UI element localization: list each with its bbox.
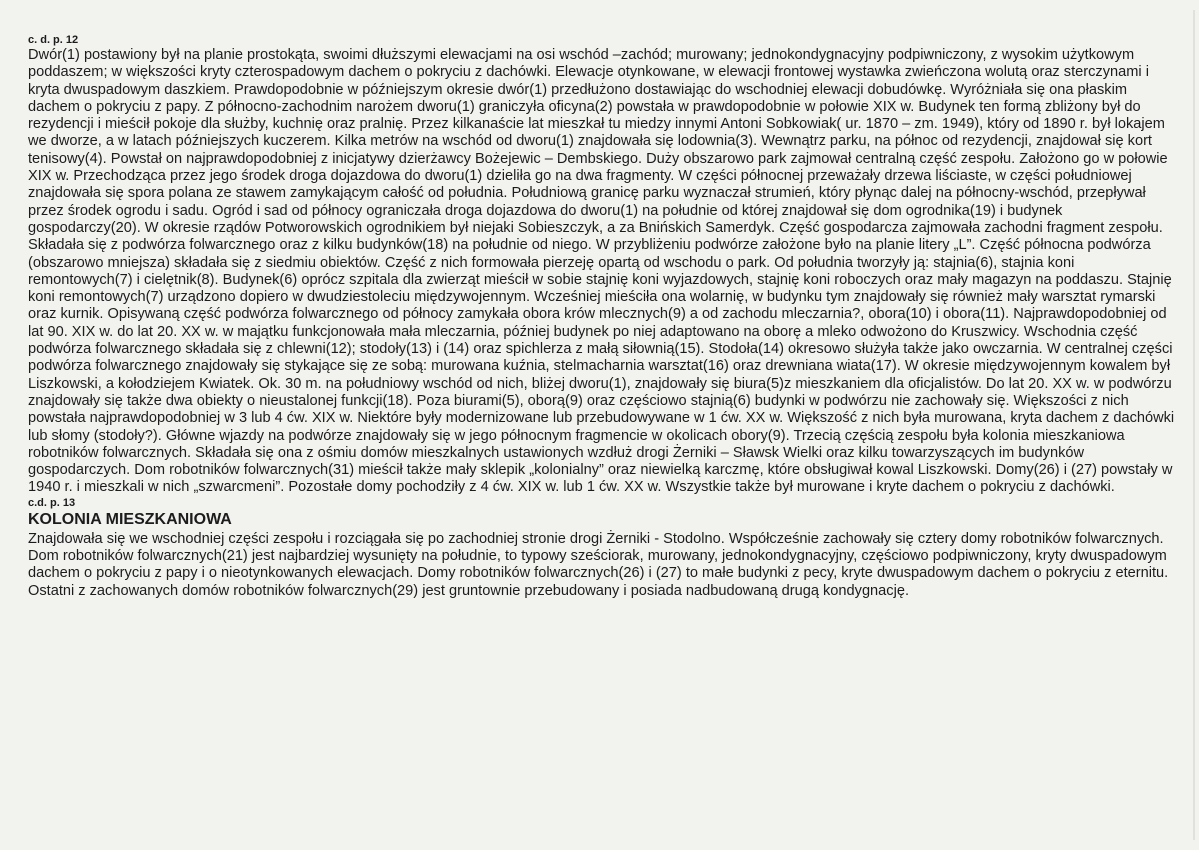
page-12-header: c. d. p. 12	[28, 34, 79, 46]
page-13-body-text: Znajdowała się we wschodniej części zespołu i rozciągała się po zachodniej stronie drogi Żerniki - Stodolno. Współcześnie zachowały się cztery domy robotników folwarcznych. Dom robotników folwarcznych(21) jest najbardziej wysunięty na południe, to typowy sześciorak, murowany, jednokondygnacyjny, częściowo podpiwniczony, kryty dwuspadowym dachem o pokryciu z papy i o nieotynkowanych elewacjach. Domy robotników folwarcznych(26) i (27) to małe budynki z pecy, kryte dwuspadowym dachem o pokryciu z eternitu. Ostatni z zachowanych domów robotników folwarcznych(29) jest gruntownie przebudowany i posiada nadbudowaną drugą kondygnację.	[28, 530, 1169, 599]
paper-edge-divider	[1193, 10, 1195, 840]
section-title: KOLONIA MIESZKANIOWA	[28, 510, 232, 528]
page-13-header: c.d. p. 13	[28, 496, 76, 509]
page-12-body-text: Dwór(1) postawiony był na planie prostokąta, swoimi dłuższymi elewacjami na osi wschód –zachód; murowany; jednokondygnacyjny podpiwniczony, z wysokim użytkowym poddaszem; w większości kryty czterospadowym dachem o pokryciu z dachówki. Elewacje otynkowane, w elewacji frontowej wystawka zwieńczona wolutą oraz sterczynami i kryta dwuspadowym daszkiem. Prawdopodobnie w późniejszym okresie dwór(1) przedłużono dostawiając do wschodniej elewacji dobudówkę. Wyróżniała się ona płaskim dachem o pokryciu z papy. Z północno-zachodnim narożem dworu(1) graniczyła oficyna(2) powstała w prawdopodobnie w połowie XIX w. Budynek ten formą zbliżony był do rezydencji i mieścił pokoje dla służby, kuchnię oraz pralnię. Przez kilkanaście lat mieszkał tu miedzy innymi Antoni Sobkowiak( ur. 1870 – zm. 1949), który od 1890 r. był lokajem we dworze, a w latach późniejszych kuczerem. Kilka metrów na wschód od dworu(1) znajdowała się lodownia(3). Wewnątrz parku, na północ od rezydencji, znajdował się kort tenisowy(4). Powstał on najprawdopodobniej z inicjatywy dzierżawcy Bożejewic – Dembskiego. Duży obszarowo park zajmował centralną część zespołu. Założono go w połowie XIX w. Przechodząca przez jego środek droga dojazdowa do dworu(1) dzieliła go na dwa fragmenty. W części północnej przeważały drzewa liściaste, w części południowej znajdowała się spora polana ze stawem zamykającym całość od południa. Południową granicę parku wyznaczał strumień, który płynąc dalej na północny-wschód, przepływał przez środek ogrodu i sadu. Ogród i sad od północy ograniczała droga dojazdowa do dworu(1) na południe od której znajdował się dom ogrodnika(19) i budynek gospodarczy(20). W okresie rządów Potworowskich ogrodnikiem był niejaki Sobieszczyk, a za Bnińskich Samerdyk. Część gospodarcza zajmowała zachodni fragment zespołu. Składała się z podwórza folwarcznego oraz z kilku budynków(18) na południe od niego. W przybliżeniu podwórze założone było na planie litery „L”. Część północna podwórza (obszarowo mniejsza) składała się z siedmiu obiektów. Część z nich formowała pierzeję opartą od wschodu o park. Od południa tworzyły ją: stajnia(6), stajnia koni remontowych(7) i cielętnik(8). Budynek(6) oprócz szpitala dla zwierząt mieścił w sobie stajnię koni wyjazdowych, stajnię koni roboczych oraz mały magazyn na poddaszu. Stajnię koni remontowych(7) urządzono dopiero w dwudziestoleciu międzywojennym. Wcześniej mieściła ona wolarnię, w budynku tym znajdowały się również mały warsztat rymarski oraz kurnik. Opisywaną część podwórza folwarcznego od północy zamykała obora krów mlecznych(9) a od zachodu mleczarnia?, obora(10) i obora(11). Najprawdopodobniej od lat 90. XIX w. do lat 20. XX w. w majątku funkcjonowała mała mleczarnia, później budynek po niej adaptowano na oborę a mleko odwożono do Kruszwicy. Wschodnia część podwórza folwarcznego składała się z chlewni(12); stodoły(13) i (14) oraz spichlerza z małą siłownią(15). Stodoła(14) okresowo służyła także jako owczarnia. W centralnej części podwórza folwarcznego znajdowały się stykające się ze sobą: murowana kuźnia, stelmacharnia warsztat(16) oraz drewniana wiata(17). W okresie międzywojennym kowalem był Liszkowski, a kołodziejem Kwiatek. Ok. 30 m. na południowy wschód od nich, bliżej dworu(1), znajdowały się biura(5)z mieszkaniem dla oficjalistów. Do lat 20. XX w. w podwórzu znajdowały się także dwa obiekty o nieustalonej funkcji(18). Poza biurami(5), oborą(9) oraz częściowo stajnią(6) budynki w podwórzu nie zachowały się. Większości z nich powstała najprawdopodobniej w 3 lub 4 ćw. XIX w. Niektóre były modernizowane lub przebudowywane w 1 ćw. XX w. Większość z nich była murowana, kryta dachem z dachówki lub słomy (stodoły?). Główne wjazdy na podwórze znajdowały się w jego północnym fragmencie w okolicach obory(9). Trzecią częścią zespołu była kolonia mieszkaniowa robotników folwarcznych. Składała się ona z ośmiu domów mieszkalnych ustawionych wzdłuż drogi Żerniki – Sławsk Wielki oraz kilku towarzyszących im budynków gospodarczych. Dom robotników folwarcznych(31) mieścił także mały sklepik „kolonialny” oraz niewielką karczmę, które obsługiwał kowal Liszkowski. Domy(26) i (27) powstały w 1940 r. i mieszkali w nich „szwarcmeni”. Pozostałe domy pochodziły z 4 ćw. XIX w. lub 1 ćw. XX w. Wszystkie także był murowane i kryte dachem o pokryciu z dachówki.	[28, 47, 1175, 496]
